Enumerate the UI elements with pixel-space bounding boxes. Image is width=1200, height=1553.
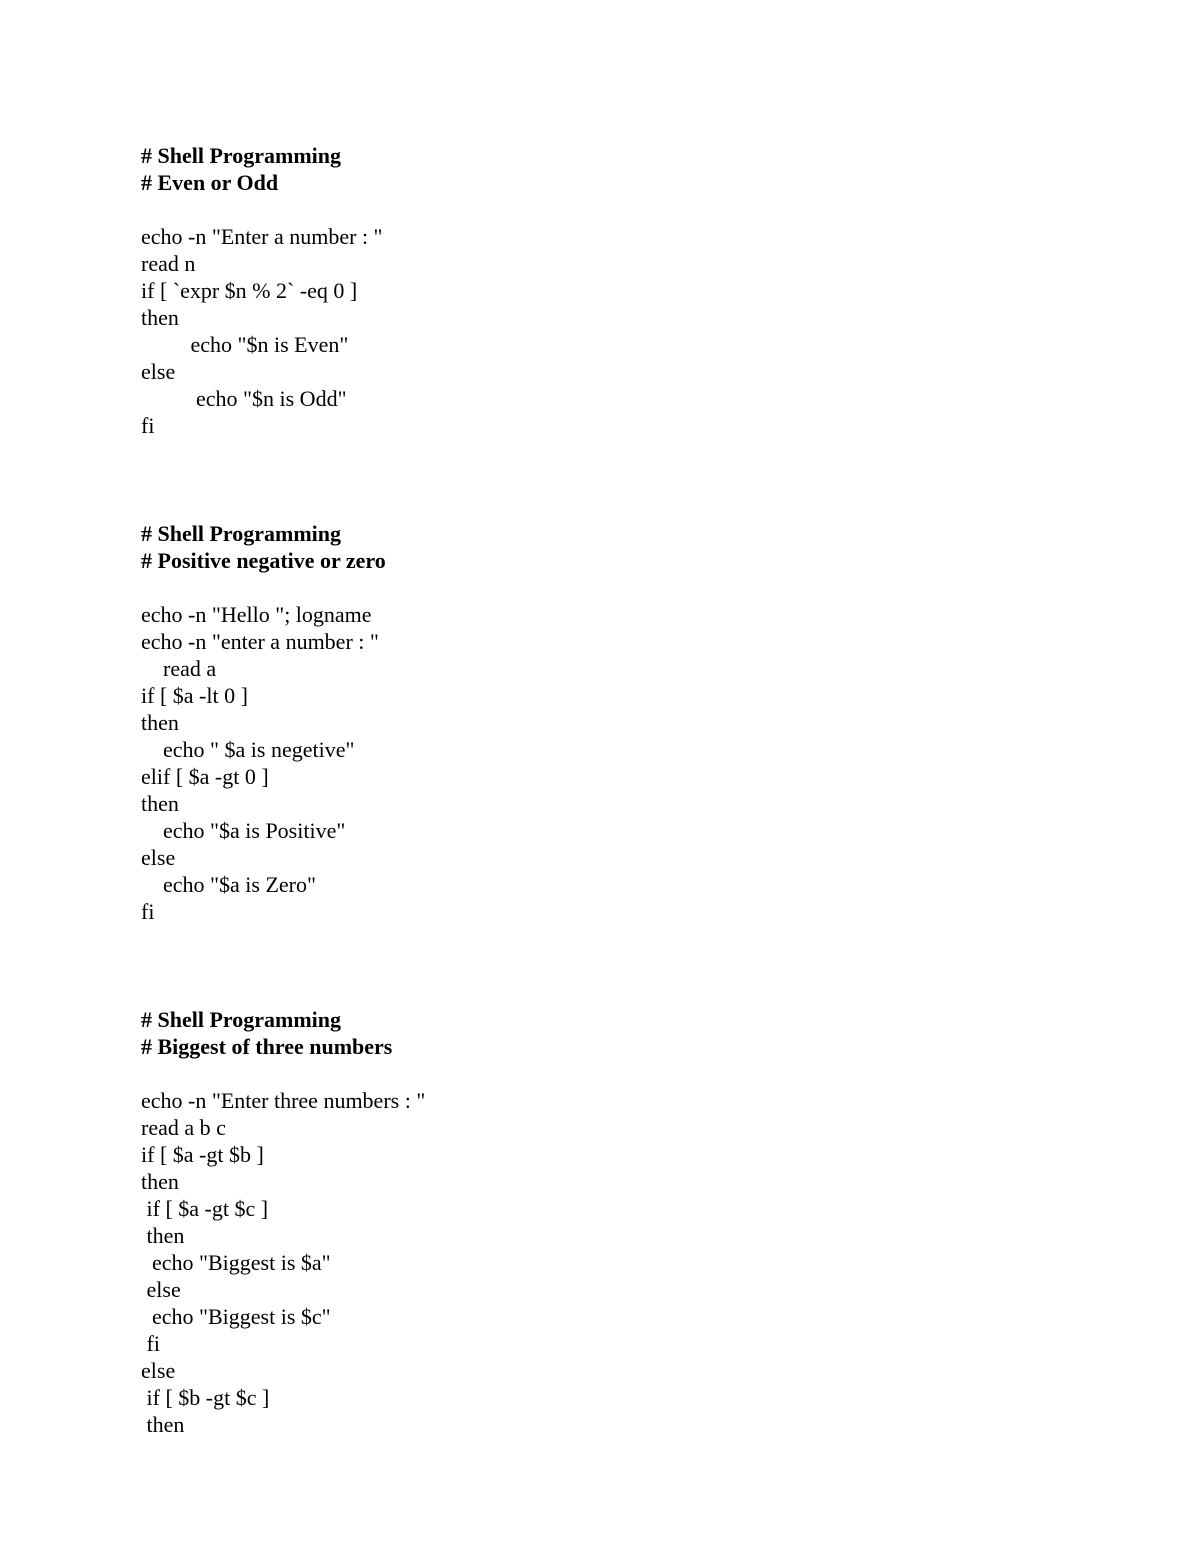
blank-line bbox=[141, 196, 1141, 223]
code-line: echo -n "Enter three numbers : " bbox=[141, 1088, 426, 1113]
code-line: if [ $a -gt $b ] bbox=[141, 1142, 264, 1167]
code-line: then bbox=[141, 710, 179, 735]
section-heading: # Shell Programming bbox=[141, 143, 342, 168]
section-positive-negative-zero bbox=[141, 520, 1141, 925]
code-line: else bbox=[141, 1277, 181, 1302]
document-body bbox=[141, 142, 1141, 1438]
code-line: read a bbox=[141, 656, 217, 681]
section-subheading: # Even or Odd bbox=[141, 170, 279, 195]
section-subheading: # Positive negative or zero bbox=[141, 548, 386, 573]
code-line: if [ $a -gt $c ] bbox=[141, 1196, 269, 1221]
code-line: echo "$a is Positive" bbox=[141, 818, 346, 843]
code-line: read n bbox=[141, 251, 196, 276]
code-line: if [ $b -gt $c ] bbox=[141, 1385, 270, 1410]
code-line: fi bbox=[141, 1331, 160, 1356]
code-line: read a b c bbox=[141, 1115, 226, 1140]
code-line: if [ `expr $n % 2` -eq 0 ] bbox=[141, 278, 358, 303]
section-even-or-odd bbox=[141, 142, 1141, 439]
section-biggest-of-three bbox=[141, 1006, 1141, 1438]
code-line: echo "$n is Even" bbox=[141, 332, 349, 357]
code-line: echo "Biggest is $a" bbox=[141, 1250, 331, 1275]
section-spacer bbox=[141, 925, 1141, 1006]
code-line: if [ $a -lt 0 ] bbox=[141, 683, 248, 708]
code-line: elif [ $a -gt 0 ] bbox=[141, 764, 269, 789]
code-line: then bbox=[141, 1169, 179, 1194]
code-line: fi bbox=[141, 413, 155, 438]
code-line: echo -n "Hello "; logname bbox=[141, 602, 372, 627]
code-line: then bbox=[141, 305, 179, 330]
blank-line bbox=[141, 1060, 1141, 1087]
code-line: else bbox=[141, 359, 176, 384]
code-line: echo "$a is Zero" bbox=[141, 872, 316, 897]
code-line: echo "$n is Odd" bbox=[141, 386, 347, 411]
code-line: else bbox=[141, 1358, 176, 1383]
code-line: then bbox=[141, 791, 179, 816]
blank-line bbox=[141, 574, 1141, 601]
code-line: then bbox=[141, 1412, 185, 1437]
section-spacer bbox=[141, 439, 1141, 520]
code-line: echo " $a is negetive" bbox=[141, 737, 355, 762]
code-line: then bbox=[141, 1223, 185, 1248]
code-line: echo -n "enter a number : " bbox=[141, 629, 379, 654]
section-heading: # Shell Programming bbox=[141, 1007, 342, 1032]
code-line: echo "Biggest is $c" bbox=[141, 1304, 331, 1329]
section-heading: # Shell Programming bbox=[141, 521, 342, 546]
code-line: echo -n "Enter a number : " bbox=[141, 224, 383, 249]
code-line: fi bbox=[141, 899, 155, 924]
code-line: else bbox=[141, 845, 176, 870]
section-subheading: # Biggest of three numbers bbox=[141, 1034, 393, 1059]
